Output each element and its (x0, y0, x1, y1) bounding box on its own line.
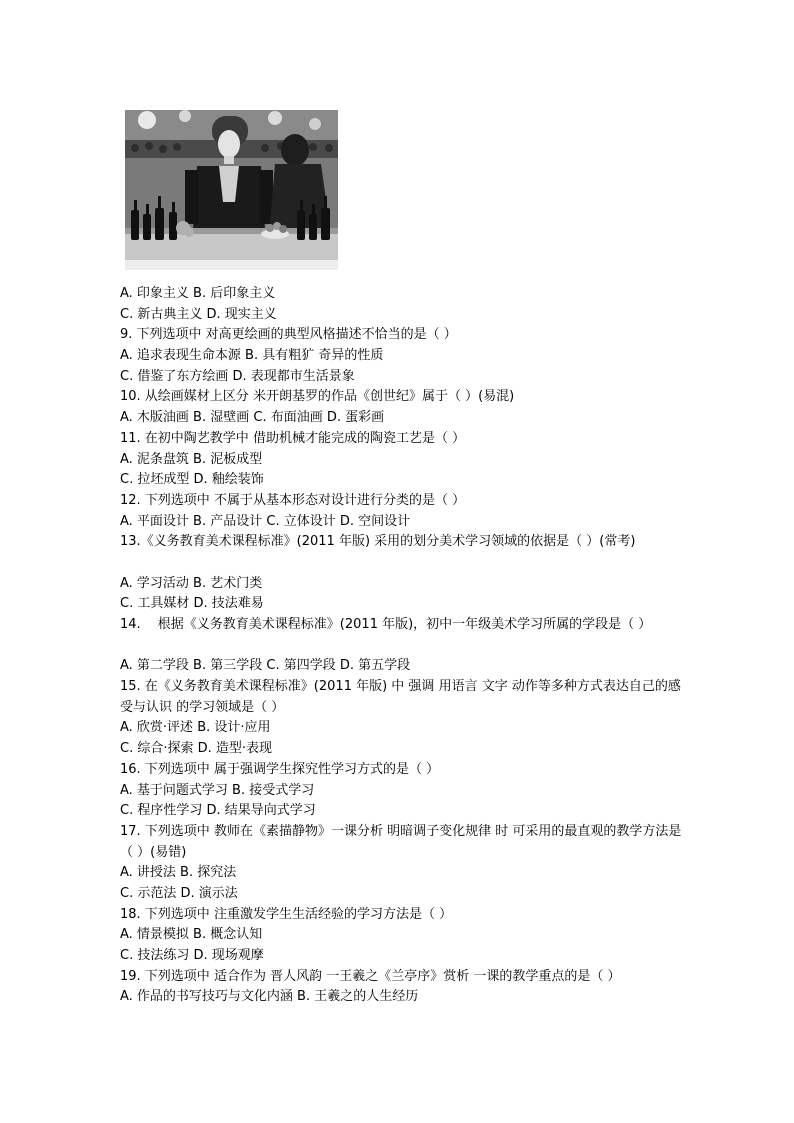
text-line: A. 情景模拟 B. 概念认知 (120, 927, 263, 943)
question-9: 9. 下列选项中 对高更绘画的典型风格描述不恰当的是（ ） (120, 327, 457, 343)
question-13: 13.《义务教育美术课程标准》(2011 年版) 采用的划分美术学习领域的依据是（ ）(常考) (120, 534, 636, 550)
text-line: A. 讲授法 B. 探究法 (120, 865, 237, 881)
question-17: 17. 下列选项中 教师在《素描静物》一课分析 明暗调子变化规律 时 可采用的最直观的教学方法是（ ）(易错) (120, 823, 682, 860)
text-line: C. 新古典主义 D. 现实主义 (120, 306, 277, 322)
text-line: A. 印象主义 B. 后印象主义 (120, 286, 276, 301)
question-18: 18. 下列选项中 注重激发学生生活经验的学习方法是（ ） (120, 906, 453, 922)
question-10: 10. 从绘画媒材上区分 米开朗基罗的作品《创世纪》属于（ ）(易混) (120, 389, 515, 405)
painting-image (125, 110, 338, 270)
text-line: A. 平面设计 B. 产品设计 C. 立体设计 D. 空间设计 (120, 513, 411, 529)
text-line: C. 拉坯成型 D. 釉绘装饰 (120, 472, 264, 488)
text-line: A. 欣赏·评述 B. 设计·应用 (120, 720, 271, 736)
question-text-block (120, 284, 690, 1008)
text-line: A. 基于问题式学习 B. 接受式学习 (120, 782, 315, 798)
text-line: C. 程序性学习 D. 结果导向式学习 (120, 803, 316, 819)
text-line: C. 技法练习 D. 现场观摩 (120, 948, 264, 964)
bar-scene-illustration (125, 110, 338, 270)
question-19: 19. 下列选项中 适合作为 晋人风韵 一王羲之《兰亭序》赏析 一课的教学重点的是（ ） (120, 968, 621, 984)
text-line: A. 木版油画 B. 湿壁画 C. 布面油画 D. 蛋彩画 (120, 410, 385, 426)
text-line: A. 学习活动 B. 艺术门类 (120, 575, 263, 591)
text-line: C. 综合·探索 D. 造型·表现 (120, 741, 273, 757)
question-14: 14. 根据《义务教育美术课程标准》(2011 年版)，初中一年级美术学习所属的学段是（ ） (120, 617, 652, 632)
question-16: 16. 下列选项中 属于强调学生探究性学习方式的是（ ） (120, 761, 440, 777)
question-11: 11. 在初中陶艺教学中 借助机械才能完成的陶瓷工艺是（ ） (120, 430, 466, 446)
text-line: A. 第二学段 B. 第三学段 C. 第四学段 D. 第五学段 (120, 658, 411, 674)
text-line: C. 借鉴了东方绘画 D. 表现都市生活景象 (120, 368, 355, 384)
text-line: C. 工具媒材 D. 技法难易 (120, 596, 264, 612)
blank-line (120, 553, 690, 574)
text-line: C. 示范法 D. 演示法 (120, 885, 238, 901)
text-line: A. 追求表现生命本源 B. 具有粗犷 奇异的性质 (120, 348, 384, 364)
text-line: A. 泥条盘筑 B. 泥板成型 (120, 451, 263, 467)
text-line: A. 作品的书写技巧与文化内涵 B. 王羲之的人生经历 (120, 989, 419, 1005)
question-15: 15. 在《义务教育美术课程标准》(2011 年版) 中 强调 用语言 文字 动作等多种方式表达自己的感受与认识 的学习领域是（ ） (120, 679, 681, 715)
question-12: 12. 下列选项中 不属于从基本形态对设计进行分类的是（ ） (120, 492, 466, 508)
